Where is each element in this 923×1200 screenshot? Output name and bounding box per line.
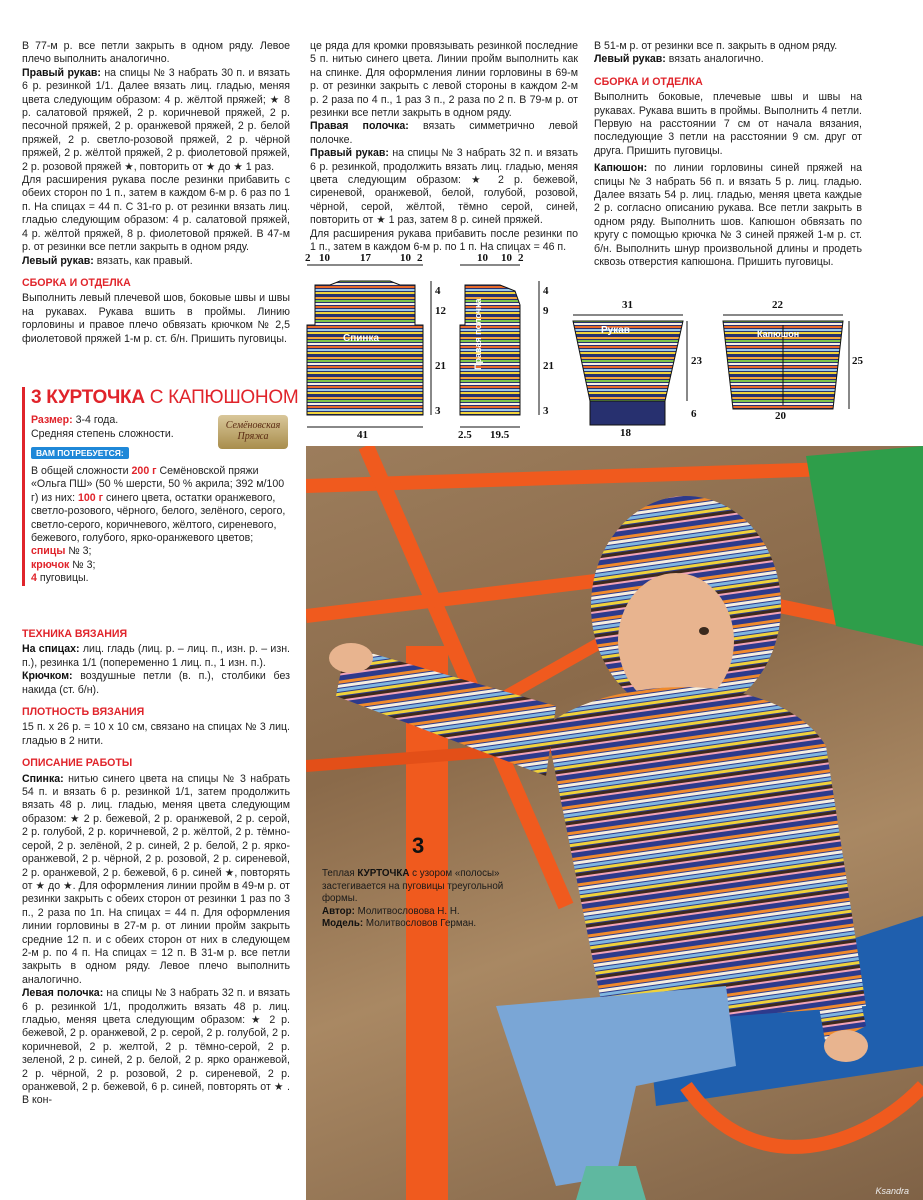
dim-label: 10 <box>501 252 512 264</box>
text: с узором «полосы» застегивается на пуговицы треугольной формы. <box>322 868 504 905</box>
dim-label: 2 <box>305 252 311 264</box>
text: КУРТОЧКА <box>357 868 410 879</box>
dim-label: 4 <box>435 285 441 297</box>
text: Молитвословов Герман. <box>363 918 477 930</box>
text: синего цвета, остатки оранжевого, светло-розового, чёрного, белого, зелёного, серого, светло-серого, коричневого, жёлтого, сиреневого, бежевого, голубого, ярко-оранжевого цветов; <box>31 491 286 545</box>
text: вязать аналогично. <box>665 53 764 66</box>
label-left-sleeve: Левый рукав: <box>22 254 94 267</box>
model-title-light: С КАПЮШОНОМ <box>144 387 299 408</box>
section-heading-assembly: СБОРКА И ОТДЕЛКА <box>594 75 703 88</box>
text: нитью синего цвета на спицы № 3 набрать 54 п. и вязать 6 р. резинкой 1/1, затем продолжить вязать 48 р. лиц. гладью, меняя цвета следующим образом: ★ 2 р. бежевой, 2 р. оранжевой, 2 р. серой, 2 р. голубой, 2 р. коричневой, 2 р. жёлтой, 2 р. тёмно-серой, 2 р. зелёной, 2 р. синей, 2 р. белой, 2 р. ярко-оранжевой, 2 р. чёрной, 2 р. розовой, 2 р. сиреневой, 2 р. оранжевой, 2 р. бежевой, 6 р. синей ★, повторять от ★ до ★. Для оформления линии пройм в 49-м р. от резинки закрыть с обеих сторон от резинки 1 раз по 3 п., 2 раза по 1п. На спицах = 44 п. Для оформления линии горловины в 27-м р. от линии пройм закрыть средние 12 п. и с обеих сторон от них в следующем 2-м р. по 4 п. На спицах = 12 п. В 31-м р. все петли закрыть в одном ряду. Левое плечо выполнить аналогично. <box>22 772 290 986</box>
text: Теплая <box>322 868 358 879</box>
text: В общей сложности <box>31 465 132 477</box>
photo-illustration <box>306 446 923 1200</box>
materials-badge: ВАМ ПОТРЕБУЕТСЯ: <box>31 447 129 459</box>
paragraph <box>310 120 578 147</box>
paragraph: Для расширения рукава прибавить после резинки по 1 п., затем в каждом 6-м р. по 1 п. На спицах = 46 п. <box>310 227 578 254</box>
needles-value: № 3; <box>65 545 92 558</box>
dim-label: 10 <box>477 252 488 264</box>
model-title-bold: КУРТОЧКА <box>46 387 145 408</box>
section-heading-description: ОПИСАНИЕ РАБОТЫ <box>22 757 133 770</box>
product-photo <box>306 446 923 1200</box>
paragraph <box>310 147 578 227</box>
photo-credit: Ksandra <box>875 1186 909 1196</box>
dim-label: 10 <box>400 252 411 264</box>
paragraph: 15 п. х 26 р. = 10 х 10 см, связано на спицах № 3 лиц. гладью в 2 нити. <box>22 721 290 747</box>
dim-label: 10 <box>319 252 330 264</box>
size-label: Размер: <box>31 414 73 426</box>
front-piece <box>460 285 520 415</box>
sleeve-cuff <box>590 401 665 425</box>
dim-label: 22 <box>772 299 783 311</box>
photo-caption <box>322 833 512 931</box>
hook-label: крючок <box>31 558 70 571</box>
paragraph <box>594 162 862 269</box>
dim-label: 2 <box>518 252 524 264</box>
model-number: 3 <box>31 387 42 408</box>
text: воздушные петли (в. п.), столбики без накида (ст. б/н). <box>22 670 290 696</box>
paragraph <box>22 670 290 697</box>
section-heading-technique: ТЕХНИКА ВЯЗАНИЯ <box>22 628 128 640</box>
dim-label: 31 <box>622 299 633 311</box>
dim-label: 6 <box>691 408 697 420</box>
paragraph <box>22 255 290 268</box>
label: Правая полочка: <box>310 120 409 133</box>
text: 100 г <box>78 491 104 504</box>
dim-label: 20 <box>775 410 786 422</box>
label: На спицах: <box>22 643 80 656</box>
model-title <box>31 387 299 409</box>
paragraph <box>22 773 290 988</box>
text: вязать симметрично левой полочке. <box>310 120 578 146</box>
materials-list <box>31 465 290 586</box>
caption-author <box>322 906 512 919</box>
dim-label: 4 <box>543 285 549 297</box>
section-heading-density: ПЛОТНОСТЬ ВЯЗАНИЯ <box>22 706 145 719</box>
pattern-schematics <box>305 252 865 445</box>
caption-number: 3 <box>412 833 425 858</box>
paragraph: В 51-м р. от резинки все п. закрыть в одном ряду. <box>594 40 838 52</box>
paragraph <box>22 67 290 174</box>
hood-label: Капюшон <box>757 329 800 339</box>
text: вязать, как правый. <box>93 254 193 267</box>
dim-label: 3 <box>543 405 549 417</box>
dim-label: 12 <box>435 305 446 317</box>
paragraph <box>594 53 862 66</box>
text: на спицы № 3 набрать 32 п. и вязать 6 р. резинкой, продолжить вязать лиц. гладью, меняя цвета следующим образом: ★ 2 р. бежевой, сиреневой, оранжевой, белой, голубой, розовой, чёрной, серой, жёлтой, тёмно серой, синей, повторить от ★ 1 раз, затем 8 р. синей пряжей. <box>310 147 578 227</box>
buttons-text: пуговицы. <box>36 572 89 585</box>
paragraph: Выполнить боковые, плечевые швы и швы на рукавах. Рукава вшить в проймы. Выполнить 4 петли. Первую на расстоянии 7 см от начала вязания, последующие 3 петли на расстоянии 9 см. друг от друга. Пришить пуговицы. <box>594 91 862 157</box>
dim-label: 9 <box>543 305 549 317</box>
dim-label: 21 <box>435 360 446 372</box>
model-block <box>22 387 299 586</box>
section-heading-assembly: СБОРКА И ОТДЕЛКА <box>22 276 131 289</box>
dim-label: 17 <box>360 252 371 264</box>
text: по линии горловины синей пряжей на спицы № 3 набрать 56 п. и вязать 5 р. лиц. гладью. Далее вязать 54 р. лиц. гладью, меняя цвета каждые 2 р. согласно описанию рукава. Все петли закрыть в одном ряду. Выполнить шов. Капюшон обвязать по кругу с помощью крючка № 3 синей пряжей 1-м р. ст. б/н. Выполнить шнур произвольной длины и продеть сквозь отверстия капюшона. Пришить пуговицы. <box>594 162 862 269</box>
dim-label: 3 <box>435 405 441 417</box>
sleeve-label: Рукав <box>601 325 630 336</box>
back-label: Спинка <box>343 333 380 344</box>
label: Левый рукав: <box>594 53 666 66</box>
dim-label: 19.5 <box>490 429 510 441</box>
label: Левая полочка: <box>22 987 104 1000</box>
label-right-sleeve: Правый рукав: <box>22 66 101 79</box>
paragraph: Выполнить левый плечевой шов, боковые швы и швы на рукавах. Рукава вшить в проймы. Линию горловины и правое плечо обвязать крючком № 2,5 фиолетовой пряжей 1-м р. ст. б/н. Пришить пуговицы. <box>22 292 290 345</box>
needles-label: спицы <box>31 545 66 558</box>
column-left <box>22 40 290 346</box>
paragraph <box>22 643 290 670</box>
label: Крючком: <box>22 670 73 683</box>
label: Модель: <box>322 918 364 930</box>
column-right <box>594 40 862 270</box>
buttons-num: 4 <box>31 572 37 585</box>
difficulty: Средняя степень сложности. <box>31 428 174 440</box>
dim-label: 2.5 <box>458 429 472 441</box>
paragraph: Для расширения рукава после резинки прибавить с обеих сторон по 1 п., затем в каждом 6-м р. 6 раз по 1 п. На спицах = 44 п. С 31-го р. от резинки вязать лиц. гладью следующим образом: 4 р. салатовой пряжей, 4 р. жёлтой пряжей, 8 р. фиолетовой пряжей. В 47-м р. от резинки все петли закрыть в одном ряду. <box>22 174 290 254</box>
text: Молитвословова Н. Н. <box>354 905 460 917</box>
dim-label: 25 <box>852 355 863 367</box>
text: на спицы № 3 набрать 32 п. и вязать 6 р. резинкой 1/1, продолжить вязать 48 р. лиц. гладью, меняя цвета следующим образом: ★ 2 р. бежевой, 2 р. оранжевой, 2 р. серой, 2 р. голубой, 2 р. коричневой, 2 р. желтой, 2 р. тёмно-серой, 2 р. зеленой, 2 р. синей, 2 р. белой, 2 р. ярко оранжевой, 2 р. чёрной, 2 р. розовой, 2 р. сиреневой, 2 р. оранжевой, 2 р. бежевой, 6 р. синей, повторять от ★ . В кон- <box>22 987 290 1107</box>
hook-value: № 3; <box>69 558 96 571</box>
size-value: 3-4 года. <box>72 414 119 426</box>
dim-label: 41 <box>357 429 368 441</box>
dim-label: 2 <box>417 252 423 264</box>
paragraph <box>22 987 290 1108</box>
dim-label: 21 <box>543 360 554 372</box>
label: Правый рукав: <box>310 147 389 160</box>
caption-model <box>322 918 512 931</box>
paragraph: В 77-м р. все петли закрыть в одном ряду. Левое плечо выполнить аналогично. <box>22 40 290 66</box>
text: 200 г <box>131 465 157 477</box>
caption-text <box>322 868 512 906</box>
dim-label: 23 <box>691 355 702 367</box>
dim-label: 18 <box>620 427 631 439</box>
text: лиц. гладь (лиц. р. – лиц. п., изн. р. – изн. п.), резинка 1/1 (попеременно 1 лиц. п., 1 изн. п.). <box>22 643 290 669</box>
yarn-brand-logo: Семёновская Пряжа <box>218 415 288 449</box>
column-middle <box>310 40 578 255</box>
text: на спицы № 3 набрать 30 п. и вязать 6 р. резинкой 1/1. Далее вязать лиц. гладью, меняя цвета следующим образом: 4 р. жёлтой пряжей; ★ 8 р. салатовой пряжей, 2 р. коричневой пряжей, 2 р. песочной пряжей, 2 р. оранжевой пряжей, 2 р. белой пряжей, 2 р. светло-розовой пряжей, 2 р. чёрной пряжей, 2 р. жёлтой пряжей, 2 р. фиолетовой пряжей, 2 р. розовой пряжей ★, повторить от ★ до ★ 1 раз. <box>22 66 290 173</box>
column-left-lower <box>22 628 290 1108</box>
label: Капюшон: <box>594 162 648 175</box>
paragraph: це ряда для кромки провязывать резинкой последние 5 п. нитью синего цвета. Линии пройм выполнить как на спинке. Для оформления линии горловины в 69-м р. от резинки закрыть с левой стороны в каждом 2-м р. 2 раза по 4 п., 1 раз 3 п., 2 раза по 2 п. В 79-м р. от резинки все петли закрыть в одном ряду. <box>310 40 578 120</box>
label: Спинка: <box>22 772 64 785</box>
text: Семёновской пряжи «Ольга ПШ» (50 % шерсти, 50 % акрила; 392 м/100 г) из них: <box>31 465 285 504</box>
label: Автор: <box>322 905 355 917</box>
back-piece <box>307 281 423 415</box>
front-label: Правая полочка <box>473 298 483 370</box>
